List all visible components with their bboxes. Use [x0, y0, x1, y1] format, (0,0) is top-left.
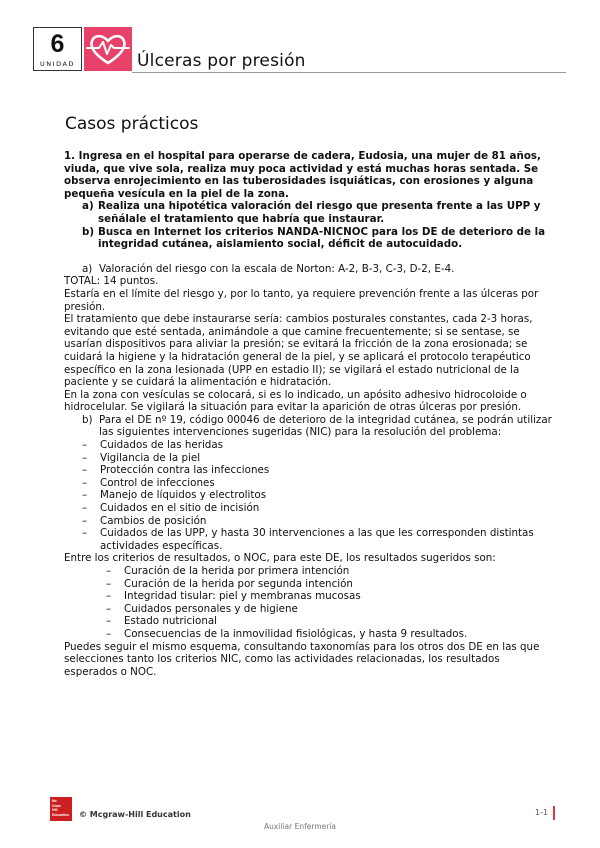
- unit-badge: [33, 27, 82, 71]
- question-intro: 1. Ingresa en el hospital para operarse de cadera, Eudosia, una mujer de 81 años, viuda, que vive sola, realiza muy poca actividad y está muchas horas sentada. Se observa enrojecimiento en las tuberosidades isquiáticas, con erosiones y alguna pequeña vesícula en la piel de la zona.: [64, 150, 541, 200]
- answer-b: [64, 414, 556, 439]
- page-number: 1-1: [535, 808, 549, 817]
- list-item: – Curación de la herida por primera intención: [106, 565, 350, 577]
- heart-logo: [84, 27, 132, 71]
- footer-subject: Auxiliar Enfermería: [263, 822, 337, 831]
- noc-intro: Entre los criterios de resultados, o NOC, para este DE, los resultados sugeridos son:: [64, 552, 496, 565]
- header-divider: [132, 72, 566, 73]
- section-title: Casos prácticos: [65, 114, 199, 134]
- question-item-label: a): [82, 200, 94, 213]
- answer-total: TOTAL: 14 puntos.: [64, 275, 159, 288]
- document-body: [64, 150, 556, 678]
- answer-a: [64, 263, 556, 276]
- answer-b-label: b): [82, 413, 93, 426]
- list-item: – Curación de la herida por segunda intención: [106, 577, 353, 590]
- question-item: [64, 226, 556, 251]
- list-item: – Cuidados de las heridas: [82, 439, 224, 452]
- footer-copyright: © Mcgraw-Hill Education: [79, 810, 191, 819]
- spacer: [64, 251, 556, 263]
- question-item-text: Realiza una hipotética valoración del riesgo que presenta frente a las UPP y señálale el tratamiento que habría que instaurar.: [98, 200, 541, 225]
- question-item: [64, 200, 556, 225]
- list-item: – Cuidados personales y de higiene: [106, 602, 298, 615]
- nic-list: [64, 439, 556, 552]
- list-item: – Manejo de líquidos y electrolitos: [82, 489, 267, 502]
- answer-paragraph: Estaría en el límite del riesgo y, por lo tanto, ya requiere prevención frente a las úlceras por presión.: [64, 287, 539, 313]
- answer-b-text: Para el DE nº 19, código 00046 de deterioro de la integridad cutánea, se podrán utilizar las siguientes intervenciones sugeridas (NIC) para la resolución del problema:: [99, 413, 552, 439]
- question-items: [64, 200, 556, 250]
- answer-paragraph: En la zona con vesículas se colocará, si es lo indicado, un apósito adhesivo hidrocoloide o hidrocelular. Se vigilará la situación para evitar la aparición de otras úlceras por presión.: [64, 388, 527, 414]
- unit-number: 6: [50, 30, 65, 58]
- list-item: – Consecuencias de la inmovilidad fisiológicas, y hasta 9 resultados.: [106, 627, 468, 640]
- list-item: – Cambios de posición: [82, 514, 207, 527]
- heartbeat-icon: [84, 27, 132, 71]
- list-item: – Estado nutricional: [106, 615, 218, 628]
- noc-list: [64, 565, 556, 641]
- question-item-text: Busca en Internet los criterios NANDA-NICNOC para los DE de deterioro de la integridad cutánea, aislamiento social, déficit de autocuidado.: [98, 225, 546, 251]
- answer-a-text: Valoración del riesgo con la escala de Norton: A-2, B-3, C-3, D-2, E-4.: [99, 262, 455, 275]
- unit-label: UNIDAD: [40, 60, 75, 68]
- question-item-label: b): [82, 225, 95, 238]
- list-item: – Integridad tisular: piel y membranas mucosas: [106, 590, 361, 603]
- list-item: – Vigilancia de la piel: [82, 451, 201, 464]
- publisher-logo: Mc Graw Hill Education: [50, 797, 72, 821]
- list-item: – Control de infecciones: [82, 476, 215, 489]
- answer-paragraph: El tratamiento que debe instaurarse sería: cambios posturales constantes, cada 2-3 horas, evitando que esté sentada, animándole a que camine frecuentemente; si se sentase, se usarían dispositivos para aliviar la presión; se evitará la fricción de la zona erosionada; se cuidará la higiene y la hidratación general de la piel, y se aplicará el protocolo terapéutico específico en la zona lesionada (UPP en estadio II); se vigilará el estado nutricional de la paciente y se cuidará la alimentación e hidratación.: [64, 313, 533, 389]
- footer-accent-bar: [553, 806, 555, 820]
- list-item: – Protección contra las infecciones: [82, 464, 270, 477]
- unit-title: Úlceras por presión: [137, 51, 306, 71]
- list-item: – Cuidados en el sitio de incisión: [82, 502, 260, 515]
- list-item: – Cuidados de las UPP, y hasta 30 intervenciones a las que les corresponden distintas actividades específicas.: [82, 527, 534, 552]
- closing-paragraph: Puedes seguir el mismo esquema, consultando taxonomías para los otros dos DE en las que selecciones tanto los criterios NIC, como las actividades relacionadas, los resultados esperados o NOC.: [64, 640, 540, 678]
- answer-a-label: a): [82, 262, 93, 275]
